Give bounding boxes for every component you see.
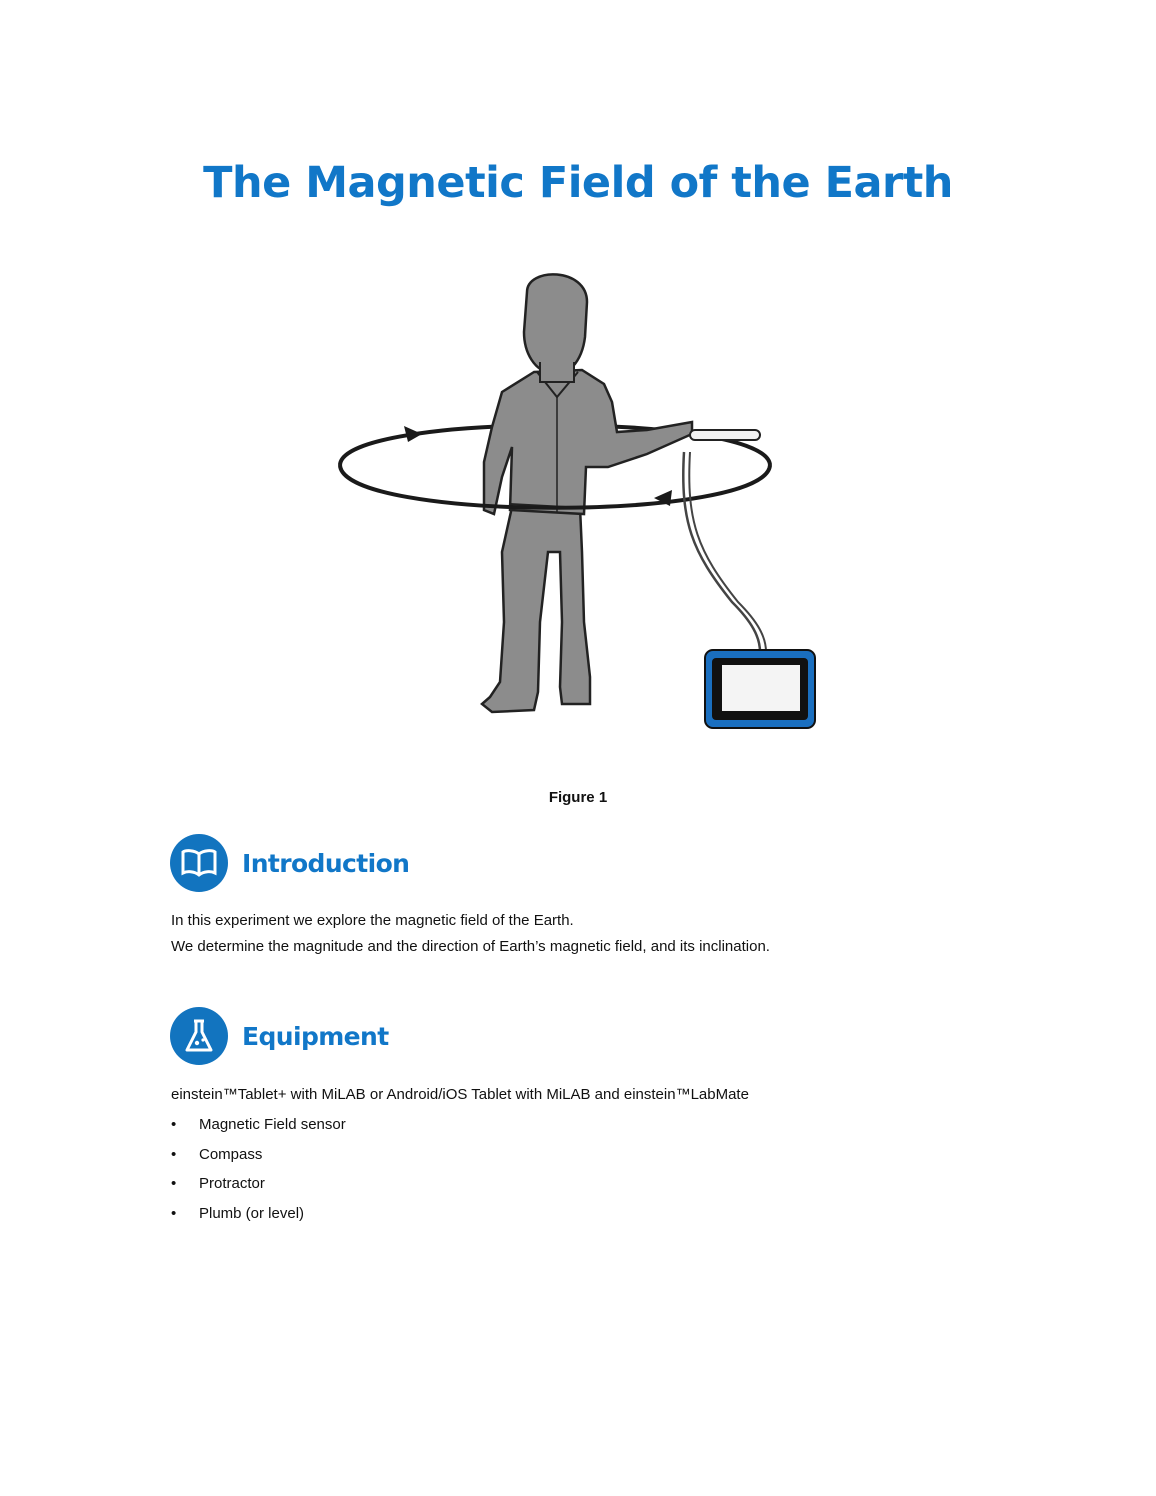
list-item-label: Magnetic Field sensor	[199, 1116, 346, 1133]
introduction-text	[171, 908, 770, 960]
introduction-heading: Introduction	[242, 848, 410, 878]
figure-illustration	[312, 222, 847, 757]
equipment-intro	[171, 1082, 749, 1108]
person-legs	[482, 507, 590, 712]
introduction-paragraph: In this experiment we explore the magnetic field of the Earth.	[171, 912, 574, 929]
list-item: • Protractor	[171, 1169, 346, 1199]
list-item: • Magnetic Field sensor	[171, 1110, 346, 1140]
list-item: • Compass	[171, 1140, 346, 1170]
list-item-label: Plumb (or level)	[199, 1204, 305, 1222]
person-torso	[484, 370, 692, 514]
magnetic-sensor	[690, 430, 760, 440]
list-item: • Plumb (or level)	[171, 1199, 346, 1229]
equipment-header	[170, 1006, 389, 1066]
introduction-header	[170, 833, 409, 893]
equipment-list	[171, 1110, 346, 1228]
person-head	[524, 274, 587, 374]
list-item-label: Compass	[199, 1145, 263, 1163]
page-title: The Magnetic Field of the Earth	[203, 158, 953, 208]
introduction-paragraph: We determine the magnitude and the direction of Earth’s magnetic field, and its inclination.	[171, 938, 770, 955]
equipment-heading: Equipment	[242, 1021, 389, 1051]
equipment-intro-text: einstein™Tablet+ with MiLAB or Android/iOS Tablet with MiLAB and einstein™LabMate	[171, 1086, 749, 1103]
list-item-label: Protractor	[199, 1175, 265, 1192]
book-icon	[170, 834, 228, 892]
figure-caption: Figure 1	[548, 789, 608, 806]
flask-icon	[170, 1007, 228, 1065]
